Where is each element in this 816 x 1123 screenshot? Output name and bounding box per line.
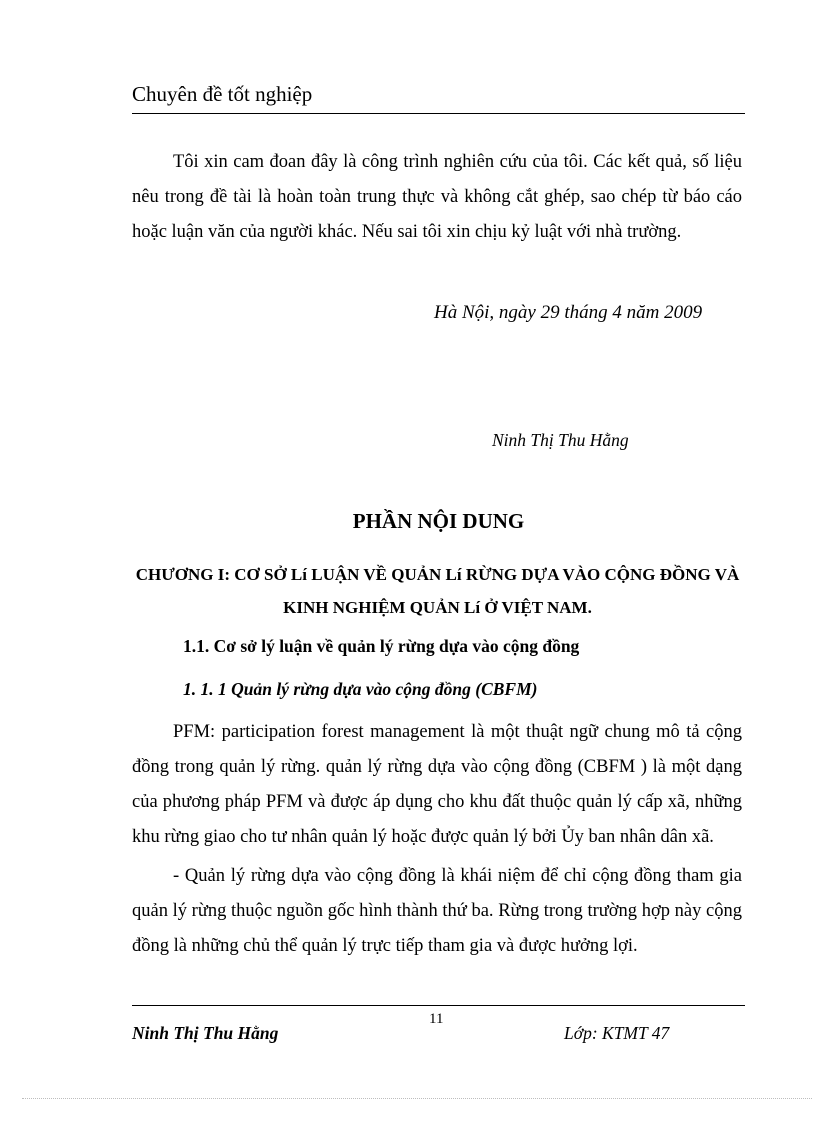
footer-author: Ninh Thị Thu Hằng: [132, 1023, 279, 1043]
declaration-paragraph: Tôi xin cam đoan đây là công trình nghiên cứu của tôi. Các kết quả, số liệu nêu trong đề tài là hoàn toàn trung thực và không cắt ghép, sao chép từ báo cáo hoặc luận văn của người khác. Nếu sai tôi xin chịu kỷ luật với nhà trường.: [132, 152, 742, 242]
header-title: Chuyên đề tốt nghiệp: [132, 82, 313, 106]
page-number: 11: [429, 1011, 444, 1027]
footer-divider: [132, 1005, 745, 1006]
page-edge-divider: [22, 1098, 812, 1099]
header-divider: [132, 113, 745, 114]
signer-name: Ninh Thị Thu Hằng: [492, 430, 629, 450]
chapter-title: CHƯƠNG I: CƠ SỞ Lí LUẬN VỀ QUẢN Lí RỪNG DỰA VÀO CỘNG ĐỒNG VÀ KINH NGHIỆM QUẢN Lí Ở VIỆT NAM.: [135, 565, 740, 617]
body-paragraph: PFM: participation forest management là một thuật ngữ chung mô tả cộng đồng trong quản lý rừng. quản lý rừng dựa vào cộng đồng (CBFM ) là một dạng của phương pháp PFM và được áp dụng cho khu đất thuộc quản lý cấp xã, những khu rừng giao cho tư nhân quản lý hoặc được quản lý bởi Ủy ban nhân dân xã.: [132, 722, 742, 847]
footer-class: Lớp: KTMT 47: [564, 1023, 670, 1043]
place-date: Hà Nội, ngày 29 tháng 4 năm 2009: [434, 302, 703, 323]
section-heading: 1.1. Cơ sở lý luận về quản lý rừng dựa vào cộng đồng: [183, 636, 580, 656]
subsection-heading: 1. 1. 1 Quản lý rừng dựa vào cộng đồng (CBFM): [183, 679, 538, 699]
part-title: PHẦN NỘI DUNG: [352, 509, 525, 533]
body-paragraph: - Quản lý rừng dựa vào cộng đồng là khái niệm để chỉ cộng đồng tham gia quản lý rừng thuộc nguồn gốc hình thành thứ ba. Rừng trong trường hợp này cộng đồng là những chủ thể quản lý trực tiếp tham gia và được hưởng lợi.: [132, 866, 742, 956]
